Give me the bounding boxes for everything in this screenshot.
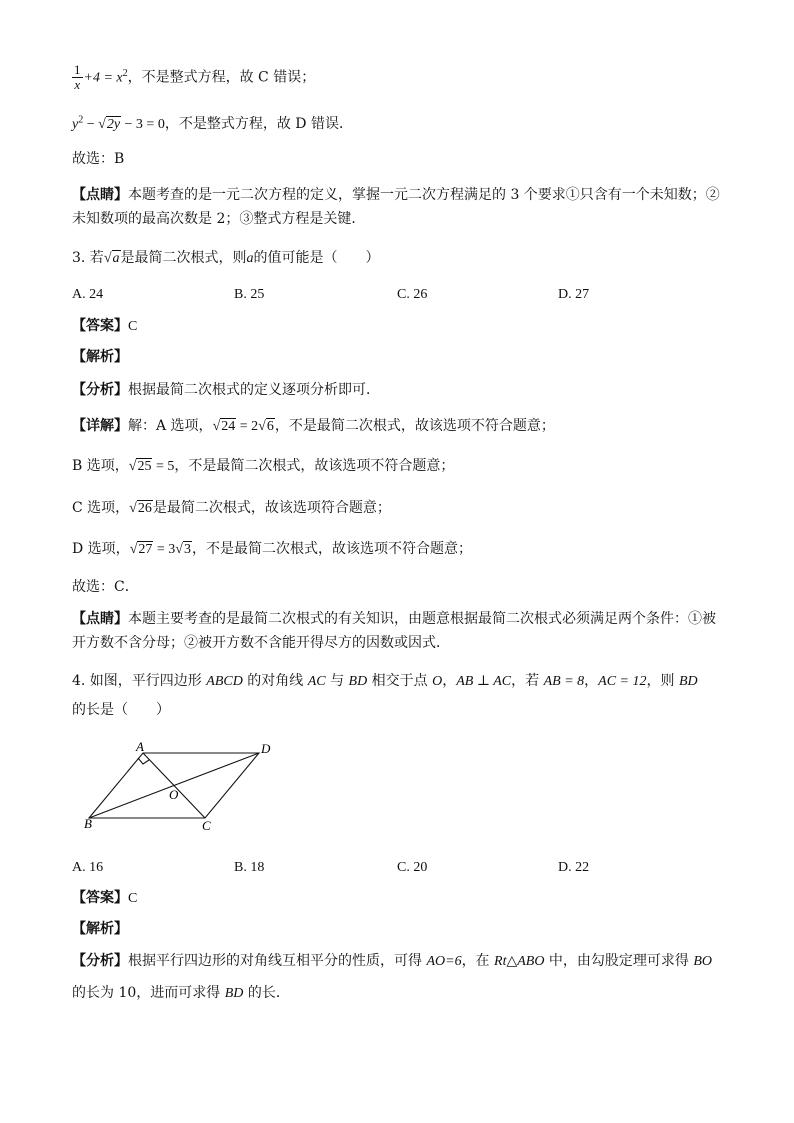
comment-tag: 【点睛】: [72, 611, 128, 627]
label-b: B: [84, 816, 92, 831]
radicand: 6: [266, 419, 274, 434]
comment-text: 本题考查的是一元二次方程的定义，掌握一元二次方程满足的 3 个要求①只含有一个未知数；②未知数项的最高次数是 2；③整式方程是关键．: [72, 187, 720, 227]
q3-detail-b: [72, 456, 722, 477]
q2-comment: [72, 183, 722, 231]
diagonal-bd: [89, 753, 259, 818]
q3-choice: 故选：C．: [72, 579, 139, 595]
equation: = 5: [152, 459, 175, 474]
stem-text: 是最简二次根式，则: [120, 250, 247, 266]
label-c: C: [202, 818, 211, 833]
fraction-numerator: 1: [74, 62, 81, 77]
answer-value: C: [128, 891, 138, 906]
q4-option-c: C. 20: [397, 860, 428, 875]
sqrt-symbol: √: [175, 542, 183, 557]
label-d: D: [261, 741, 271, 756]
q4-analysis-tag: [72, 919, 722, 939]
equation: = 2: [236, 419, 259, 434]
explanation-text: ，不是整式方程，故 D 错误．: [164, 116, 353, 132]
sqrt-symbol: √: [258, 419, 266, 434]
q3-analysis-tag: [72, 347, 722, 367]
detail-tag: 【详解】: [72, 418, 128, 434]
radicand: a: [112, 251, 120, 266]
explanation-text: ，不是整式方程，故 C 错误；: [127, 69, 316, 86]
comment-tag: 【点睛】: [72, 187, 128, 203]
equation: = 3: [153, 542, 176, 557]
label-o: O: [169, 787, 179, 802]
q4-fenxi-line1: [72, 951, 722, 972]
q4-answer: [72, 888, 722, 909]
equation-op: −: [83, 117, 99, 132]
sqrt-symbol: √: [128, 459, 137, 474]
radicand: 3: [183, 542, 191, 557]
q3-detail-d: [72, 539, 722, 560]
sqrt-symbol: √: [129, 542, 138, 557]
fenxi-text: 中，由勾股定理可求得: [544, 953, 694, 969]
right-angle-mark: [138, 758, 149, 764]
radicand: 24: [221, 419, 236, 434]
math: AO=6: [426, 954, 462, 969]
math: BD: [224, 986, 244, 1001]
detail-text: ，不是最简二次根式，故该选项不符合题意；: [191, 541, 472, 557]
stem-text: 4. 如图，平行四边形: [72, 673, 207, 689]
q3-detail-c: [72, 498, 722, 519]
fraction-denominator: x: [74, 77, 81, 92]
answer-tag: 【答案】: [72, 318, 128, 334]
math: Rt: [494, 954, 507, 969]
analysis-tag: 【解析】: [72, 921, 128, 937]
detail-text: 是最简二次根式，故该选项符合题意；: [152, 500, 391, 516]
variable: a: [246, 251, 254, 266]
detail-text: 解：A 选项，: [128, 418, 213, 434]
parallelogram-figure: [78, 740, 288, 840]
sqrt-symbol: √: [212, 419, 221, 434]
math: AB = 8: [543, 674, 585, 689]
answer-value: C: [128, 319, 138, 334]
exponent: 2: [122, 67, 128, 79]
radicand: 2y: [106, 117, 121, 132]
q2-option-c-explanation: [72, 63, 722, 92]
radicand: 25: [137, 459, 152, 474]
math: BD: [678, 674, 698, 689]
q4-stem-line1: [72, 671, 722, 692]
fenxi-text: 的长．: [243, 985, 290, 1001]
q3-answer: [72, 316, 722, 337]
detail-text: ，不是最简二次根式，故该选项不符合题意；: [174, 458, 455, 474]
q4-fenxi-line2: [72, 983, 722, 1004]
radicand: 27: [138, 542, 153, 557]
math: AC = 12: [598, 674, 647, 689]
stem-text: 与: [325, 673, 349, 689]
math: O: [432, 674, 443, 689]
exponent: 2: [78, 114, 84, 126]
stem-text: ，: [442, 673, 457, 689]
fraction: [72, 63, 83, 92]
stem-text: 的值可能是（ ）: [253, 250, 380, 266]
equation-rest: − 3 = 0: [121, 117, 165, 132]
label-a: A: [136, 740, 144, 754]
math: ABCD: [206, 674, 243, 689]
fenxi-tag: 【分析】: [72, 382, 128, 398]
equation: +4 = x: [83, 70, 123, 86]
fenxi-text: ，在: [461, 953, 495, 969]
math: BO: [693, 954, 713, 969]
fenxi-text: 根据平行四边形的对角线互相平分的性质，可得: [128, 953, 427, 969]
q2-option-d-explanation: [72, 114, 722, 135]
q3-comment: [72, 607, 722, 655]
fenxi-text: 的长为 10，进而可求得: [72, 985, 225, 1001]
detail-text: B 选项，: [72, 458, 129, 474]
q3-detail-a: [72, 416, 722, 437]
q3-option-d: D. 27: [558, 287, 590, 302]
stem-text: ，若: [511, 673, 544, 689]
analysis-tag: 【解析】: [72, 349, 128, 365]
q3-stem: [72, 248, 722, 269]
fenxi-tag: 【分析】: [72, 953, 128, 969]
q3-option-c: C. 26: [397, 287, 428, 302]
q4-option-d: D. 22: [558, 860, 590, 875]
q3-fenxi: [72, 380, 722, 400]
math: AB ⊥ AC: [456, 674, 512, 689]
equation-var: y: [72, 117, 79, 132]
math: AC: [307, 674, 326, 689]
math: △ABO: [506, 954, 545, 969]
sqrt-symbol: √: [129, 501, 137, 516]
q4-option-b: B. 18: [234, 860, 265, 875]
answer-tag: 【答案】: [72, 890, 128, 906]
stem-text: ，: [584, 673, 599, 689]
detail-text: D 选项，: [72, 541, 130, 557]
stem-text: 3. 若: [72, 250, 104, 266]
sqrt-symbol: √: [103, 251, 112, 266]
stem-text: 相交于点: [367, 673, 433, 689]
sqrt-symbol: √: [98, 117, 106, 132]
comment-text: 本题主要考查的是最简二次根式的有关知识，由题意根据最简二次根式必须满足两个条件：①被开方数不含分母；②被开方数不含能开得尽方的因数或因式．: [72, 611, 716, 651]
detail-text: ，不是最简二次根式，故该选项不符合题意；: [274, 418, 555, 434]
q3-option-a: A. 24: [72, 287, 104, 302]
q4-stem-line2: 的长是（ ）: [72, 702, 170, 718]
radicand: 26: [137, 501, 152, 516]
math: BD: [348, 674, 368, 689]
q2-choice: 故选：B: [72, 151, 125, 167]
stem-text: ，则: [646, 673, 679, 689]
fenxi-text: 根据最简二次根式的定义逐项分析即可．: [128, 382, 380, 398]
detail-text: C 选项，: [72, 500, 130, 516]
stem-text: 的对角线: [242, 673, 308, 689]
q4-option-a: A. 16: [72, 860, 104, 875]
q3-option-b: B. 25: [234, 287, 265, 302]
